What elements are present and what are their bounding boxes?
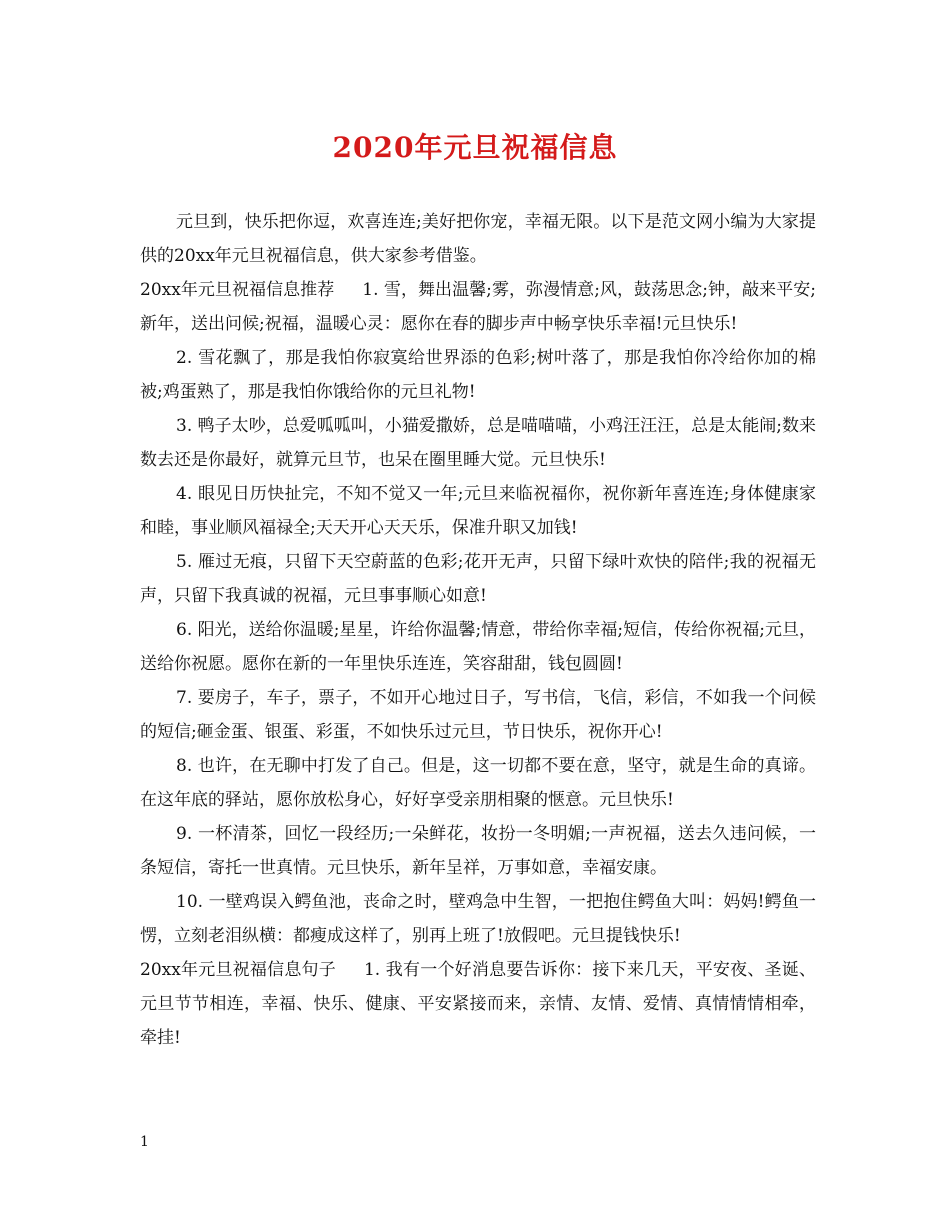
list-item: 3. 鸭子太吵，总爱呱呱叫，小猫爱撒娇，总是喵喵喵，小鸡汪汪汪，总是太能闹;数来数去还是你最好，就算元旦节，也呆在圈里睡大觉。元旦快乐! [140, 416, 816, 470]
section-2-heading: 20xx年元旦祝福信息句子 [140, 960, 336, 980]
section-2-paragraph [140, 953, 816, 1055]
section-1-item-1: 1. 雪，舞出温馨;雾，弥漫情意;风，鼓荡思念;钟，敲来平安;新年，送出问候;祝福，温暖心灵：愿你在春的脚步声中畅享快乐幸福!元旦快乐! [140, 280, 816, 334]
document-body [140, 205, 816, 1055]
section-2-item-1: 1. 我有一个好消息要告诉你：接下来几天，平安夜、圣诞、元旦节节相连，幸福、快乐、健康、平安紧接而来，亲情、友情、爱情、真情情情相牵，牵挂! [140, 960, 816, 1048]
list-item: 5. 雁过无痕，只留下天空蔚蓝的色彩;花开无声，只留下绿叶欢快的陪伴;我的祝福无声，只留下我真诚的祝福，元旦事事顺心如意! [140, 552, 816, 606]
section-1-paragraph [140, 273, 816, 341]
list-item: 10. 一壁鸡误入鳄鱼池，丧命之时，壁鸡急中生智，一把抱住鳄鱼大叫：妈妈!鳄鱼一愣，立刻老泪纵横：都瘦成这样了，别再上班了!放假吧。元旦提钱快乐! [140, 892, 816, 946]
section-1-heading: 20xx年元旦祝福信息推荐 [140, 280, 335, 300]
list-item: 9. 一杯清茶，回忆一段经历;一朵鲜花，妆扮一冬明媚;一声祝福，送去久违问候，一条短信，寄托一世真情。元旦快乐，新年呈祥，万事如意，幸福安康。 [140, 824, 816, 878]
document-title: 2020年元旦祝福信息 [332, 131, 618, 164]
list-item: 8. 也许，在无聊中打发了自己。但是，这一切都不要在意，坚守，就是生命的真谛。在这年底的驿站，愿你放松身心，好好享受亲朋相聚的惬意。元旦快乐! [140, 756, 816, 810]
list-item: 6. 阳光，送给你温暖;星星，许给你温馨;情意，带给你幸福;短信，传给你祝福;元旦，送给你祝愿。愿你在新的一年里快乐连连，笑容甜甜，钱包圆圆! [140, 620, 816, 674]
page-number: 1 [140, 1134, 149, 1150]
list-item: 7. 要房子，车子，票子，不如开心地过日子，写书信，飞信，彩信，不如我一个问候的短信;砸金蛋、银蛋、彩蛋，不如快乐过元旦，节日快乐，祝你开心! [140, 688, 816, 742]
list-item: 2. 雪花飘了，那是我怕你寂寞给世界添的色彩;树叶落了，那是我怕你冷给你加的棉被;鸡蛋熟了，那是我怕你饿给你的元旦礼物! [140, 348, 816, 402]
list-item: 4. 眼见日历快扯完，不知不觉又一年;元旦来临祝福你，祝你新年喜连连;身体健康家和睦，事业顺风福禄全;天天开心天天乐，保准升职又加钱! [140, 484, 816, 538]
intro-paragraph: 元旦到，快乐把你逗，欢喜连连;美好把你宠，幸福无限。以下是范文网小编为大家提供的20xx年元旦祝福信息，供大家参考借鉴。 [140, 212, 816, 266]
